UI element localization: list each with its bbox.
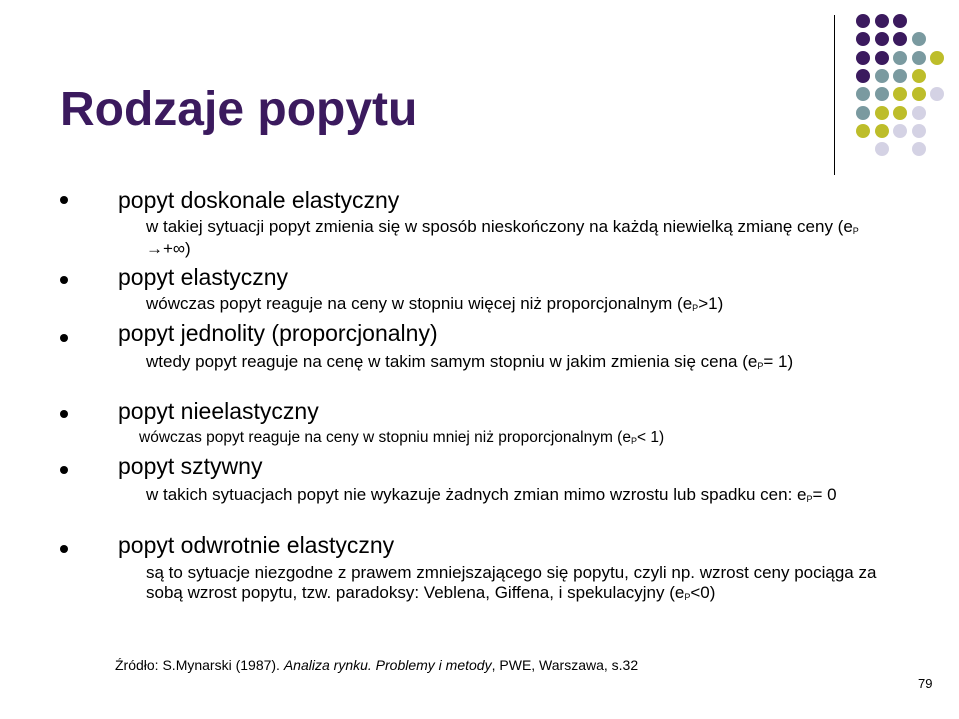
- decorative-dot: [912, 142, 926, 156]
- bullet-icon: [60, 466, 68, 474]
- item-heading: popyt odwrotnie elastyczny: [118, 532, 395, 558]
- bullet-icon: [60, 334, 68, 342]
- decorative-dot: [912, 69, 926, 83]
- decorative-dot: [893, 124, 907, 138]
- decorative-dot: [875, 69, 889, 83]
- decorative-dot: [856, 14, 870, 28]
- decorative-dot: [875, 142, 889, 156]
- vertical-divider: [834, 15, 835, 175]
- decorative-dot: [856, 32, 870, 46]
- item-heading: popyt elastyczny: [118, 264, 289, 290]
- decorative-dot: [893, 87, 907, 101]
- decorative-dot: [912, 87, 926, 101]
- decorative-dot: [875, 106, 889, 120]
- decorative-dot: [893, 32, 907, 46]
- decorative-dot: [856, 106, 870, 120]
- bullet-icon: [60, 276, 68, 284]
- decorative-dot: [875, 14, 889, 28]
- decorative-dot: [875, 51, 889, 65]
- decorative-dot: [875, 87, 889, 101]
- decorative-dot: [912, 124, 926, 138]
- item-description: wówczas popyt reaguje na ceny w stopniu mniej niż proporcjonalnym (eP< 1): [139, 429, 665, 446]
- decorative-dot: [930, 87, 944, 101]
- source-citation: Źródło: S.Mynarski (1987). Analiza rynku. Problemy i metody, PWE, Warszawa, s.32: [115, 657, 639, 673]
- decorative-dot: [893, 14, 907, 28]
- decorative-dot: [893, 51, 907, 65]
- decorative-dot: [893, 69, 907, 83]
- decorative-dot: [856, 87, 870, 101]
- decorative-dot: [912, 106, 926, 120]
- item-heading: popyt doskonale elastyczny: [118, 187, 400, 213]
- bullet-icon: [60, 196, 68, 204]
- decorative-dot: [875, 124, 889, 138]
- page-title: Rodzaje popytu: [60, 83, 418, 136]
- item-heading: popyt nieelastyczny: [118, 398, 319, 424]
- item-description: w takiej sytuacji popyt zmienia się w sposób nieskończony na każdą niewielką zmianę ceny (eP →+∞): [146, 217, 859, 258]
- item-description: wówczas popyt reaguje na ceny w stopniu więcej niż proporcjonalnym (eP>1): [146, 294, 724, 313]
- item-heading: popyt jednolity (proporcjonalny): [118, 320, 438, 346]
- decorative-dot: [893, 106, 907, 120]
- item-heading: popyt sztywny: [118, 453, 263, 479]
- bullet-icon: [60, 545, 68, 553]
- item-description: w takich sytuacjach popyt nie wykazuje żadnych zmian mimo wzrostu lub spadku cen: eP= 0: [146, 485, 837, 504]
- decorative-dot: [856, 69, 870, 83]
- decorative-dot: [912, 32, 926, 46]
- bullet-icon: [60, 410, 68, 418]
- item-description: wtedy popyt reaguje na cenę w takim samym stopniu w jakim zmienia się cena (eP= 1): [146, 352, 794, 371]
- decorative-dot: [875, 32, 889, 46]
- decorative-dot: [856, 124, 870, 138]
- decorative-dot: [912, 51, 926, 65]
- decorative-dot: [930, 51, 944, 65]
- decorative-dot: [856, 51, 870, 65]
- page-number: 79: [918, 676, 933, 691]
- item-description: są to sytuacje niezgodne z prawem zmniejszającego się popytu, czyli np. wzrost ceny pociąga za sobą wzrost popytu, tzw. paradoksy: Veblena, Giffena, i spekulacyjny (eP<0): [146, 563, 877, 602]
